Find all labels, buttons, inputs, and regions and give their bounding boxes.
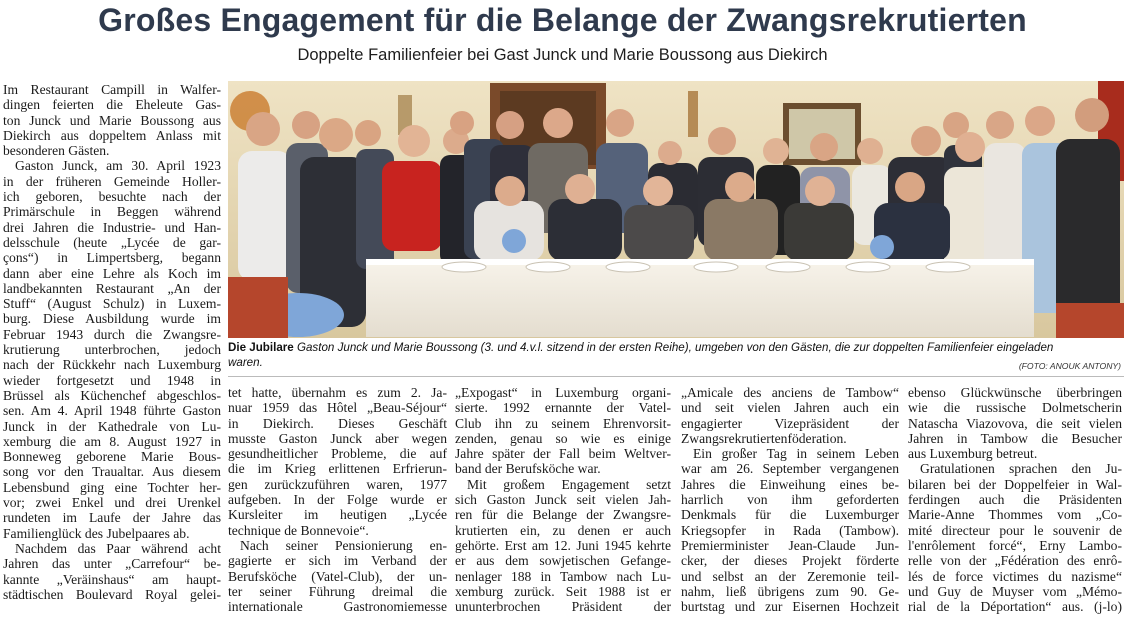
text-line: nenlager 188 in Tambow nach Lu- xyxy=(455,568,671,584)
text-line: Stuff“ (August Schulz) in Luxem- xyxy=(3,296,221,312)
caption-divider xyxy=(228,376,1124,377)
text-line: gesundheitlicher Probleme, die auf xyxy=(228,446,447,462)
text-line: ton Junck und Marie Boussong aus xyxy=(3,112,221,128)
text-line: sierte. 1992 ernannte der Vatel- xyxy=(455,400,671,416)
text-line: krutierung unterbrochen, jedoch xyxy=(3,342,221,358)
text-line: bilaren bei der Doppelfeier in Wal- xyxy=(908,476,1122,492)
text-line: sich Gaston Junck seit vielen Jah- xyxy=(455,492,671,508)
text-line: und seit vielen Jahren auch ein xyxy=(681,400,899,416)
text-line: Brüssel als Küchenchef abgeschlos- xyxy=(3,387,221,403)
headline: Großes Engagement für die Belange der Zwangsrekrutierten xyxy=(98,2,1027,38)
text-line: die im Krieg erlittenen Erfrierun- xyxy=(228,461,447,477)
article-column-3 xyxy=(455,385,671,614)
text-line: Zwangsrekrutiertenföderation. xyxy=(681,430,847,446)
text-line: und selbst an der Zeremonie teil- xyxy=(681,568,899,584)
text-line: drei Jahren die Industrie- und Han- xyxy=(3,219,221,235)
text-line: wieder fortgesetzt und 1948 in xyxy=(3,372,221,388)
text-line: aufgeben. In der Folge wurde er xyxy=(228,492,447,508)
text-line: in der früheren Gemeinde Holler- xyxy=(3,173,221,189)
article-column-5 xyxy=(908,385,1122,614)
text-line: ununterbrochen Präsident der xyxy=(455,599,671,615)
group-photo xyxy=(228,81,1124,338)
text-line: Ein großer Tag in seinem Leben xyxy=(693,446,899,462)
text-line: ich geboren, besuchte nach der xyxy=(3,189,221,205)
text-line: nahm, ließ übrigens zum 90. Ge- xyxy=(681,583,899,599)
text-line: wie die russische Dolmetscherin xyxy=(908,400,1122,416)
text-line: Lebensbund ging eine Tochter her- xyxy=(3,479,221,495)
text-line: song vor den Traualtar. Aus diesem xyxy=(3,464,221,480)
text-line: und Guy de Muyser vom „Mémo- xyxy=(908,583,1122,599)
text-line: nach der Rückkehr nach Luxemburg xyxy=(3,357,221,373)
text-line: nuar 1959 das Hôtel „Beau-Séjour“ xyxy=(228,400,447,416)
photo-caption xyxy=(228,341,1124,370)
caption-title: Die Jubilare xyxy=(228,341,294,354)
article-column-4 xyxy=(681,385,899,614)
text-line: ter seiner Führung dreimal die xyxy=(228,583,447,599)
text-line: xemburg zurück. Seit 1988 ist er xyxy=(455,583,671,599)
caption-text: Gaston Junck und Marie Boussong (3. und 4.v.l. sitzend in der ersten Reihe), umgeben von den Gästen, die zur doppelten Familienfeier eingeladen xyxy=(296,341,1054,354)
text-line: aus Luxemburg betreut. xyxy=(908,446,1038,462)
text-line: çons“) in Limpertsberg, begann xyxy=(3,250,221,266)
text-line: „Expogast“ in Luxemburg organi- xyxy=(455,385,671,400)
text-line: Junck in der Kathedrale von Lu- xyxy=(3,418,221,434)
text-line: cker, der dieses Projekt förderte xyxy=(681,553,899,569)
text-line: rundeten im Laufe der Jahre das xyxy=(3,510,221,526)
text-line: Club ihn zu seinem Ehrenvorsit- xyxy=(455,415,671,431)
text-line: dann aber eine Lehre als Koch im xyxy=(3,265,221,281)
text-line: l'enrôlement forcé“, Erny Lambo- xyxy=(908,537,1122,553)
text-line: xemburg die am 8. August 1927 in xyxy=(3,433,221,449)
text-line: Mit großem Engagement setzt xyxy=(467,476,671,492)
text-line: Jahren in Tambow die Besucher xyxy=(908,430,1122,446)
text-line: Februar 1943 durch die Zwangsre- xyxy=(3,326,221,342)
text-line: burg. Diese Ausbildung wurde im xyxy=(3,311,221,327)
group-photo-image xyxy=(228,81,1124,338)
text-line: er aus dem sowjetischen Gefange- xyxy=(455,553,671,569)
text-line: Jahren das unter „Carrefour“ be- xyxy=(3,556,221,572)
text-line: rial de la Déportation“ aus. (j-lo) xyxy=(908,599,1122,615)
subheadline: Doppelte Familienfeier bei Gast Junck und Marie Boussong aus Diekirch xyxy=(297,46,828,64)
text-line: Bonneweg geborene Marie Bous- xyxy=(3,449,221,465)
text-line: Im Restaurant Campill in Walfer- xyxy=(3,82,221,97)
text-line: Berufsköche (Vatel-Club), der un- xyxy=(228,568,447,584)
text-line: Primärschule in Beggen während xyxy=(3,204,221,220)
text-line: musste Gaston Junck aber wegen xyxy=(228,430,447,446)
text-line: mité directeur pour le souvenir de xyxy=(908,522,1122,538)
text-line: ferdingen auch die Präsidenten xyxy=(908,492,1122,508)
text-line: Gratulationen sprachen den Ju- xyxy=(920,461,1122,477)
text-line: Natascha Viazovova, die seit vielen xyxy=(908,415,1122,431)
text-line: Kursleiter im heutigen „Lycée xyxy=(228,507,447,523)
text-line: Diekirch aus doppeltem Anlass mit xyxy=(3,127,221,143)
text-line: Denkmals für die Luxemburger xyxy=(681,507,899,523)
text-line: band der Berufsköche war. xyxy=(455,461,601,477)
text-line: Gaston Junck, am 30. April 1923 xyxy=(15,158,221,174)
text-line: zenden, genau so wie es einige xyxy=(455,430,671,446)
text-line: Nach seiner Pensionierung en- xyxy=(240,537,447,553)
text-line: war am 26. September vergangenen xyxy=(681,461,899,477)
text-line: kannte „Veräinshaus“ am haupt- xyxy=(3,571,221,587)
text-line: Familienglück des Jubelpaares ab. xyxy=(3,525,190,541)
text-line: vor; zwei Enkel und drei Urenkel xyxy=(3,495,221,511)
text-line: in Diekirch. Dieses Geschäft xyxy=(228,415,447,431)
text-line: Nachdem das Paar während acht xyxy=(15,540,221,556)
text-line: Kriegsopfer in Rada (Tambow). xyxy=(681,522,899,538)
text-line: besonderen Gästen. xyxy=(3,143,110,159)
article-column-2 xyxy=(228,385,447,614)
text-line: Marie-Anne Thommes vom „Co- xyxy=(908,507,1122,523)
text-line: relle von der „Fédération des enrô- xyxy=(908,553,1122,569)
text-line: burtstag und zur Eisernen Hochzeit xyxy=(681,599,899,615)
text-line: Jahre später der Fall beim Weltver- xyxy=(455,446,671,462)
text-line: gagierte er sich im Verband der xyxy=(228,553,447,569)
text-line: sen. Am 4. April 1948 führte Gaston xyxy=(3,403,221,419)
text-line: tet hatte, übernahm es zum 2. Ja- xyxy=(228,385,447,400)
text-line: gen zurückzuführen waren, 1977 xyxy=(228,476,447,492)
text-line: technique de Bonnevoie“. xyxy=(228,522,369,538)
text-line: gehörte. Erst am 12. Juni 1945 kehrte xyxy=(455,537,671,553)
text-line: delsschule (heute „Lycée de gar- xyxy=(3,234,221,250)
text-line: Premierminister Jean-Claude Jun- xyxy=(681,537,899,553)
text-line: harrlich von ihm geforderten xyxy=(681,492,899,508)
text-line: ren für die Belange der Zwangsre- xyxy=(455,507,671,523)
text-line: landbekannten Restaurant „An der xyxy=(3,280,221,296)
text-line: „Amicale des anciens de Tambow“ xyxy=(681,385,899,400)
text-line: engagierter Vizepräsident der xyxy=(681,415,899,431)
caption-text-cont: waren. xyxy=(228,355,263,369)
text-line: lés de force victimes du nazisme“ xyxy=(908,568,1122,584)
text-line: Jahres die Einweihung eines be- xyxy=(681,476,899,492)
text-line: ebenso Glückwünsche überbringen xyxy=(908,385,1122,400)
text-line: dingen feierten die Eheleute Gas- xyxy=(3,97,221,113)
photo-credit: (FOTO: ANOUK ANTONY) xyxy=(1018,361,1121,371)
text-line: städtischen Boulevard Royal gelei- xyxy=(3,586,221,602)
text-line: krutierten ein, zu denen er auch xyxy=(455,522,671,538)
article-column-1 xyxy=(3,82,221,602)
text-line: internationale Gastronomiemesse xyxy=(228,599,447,615)
